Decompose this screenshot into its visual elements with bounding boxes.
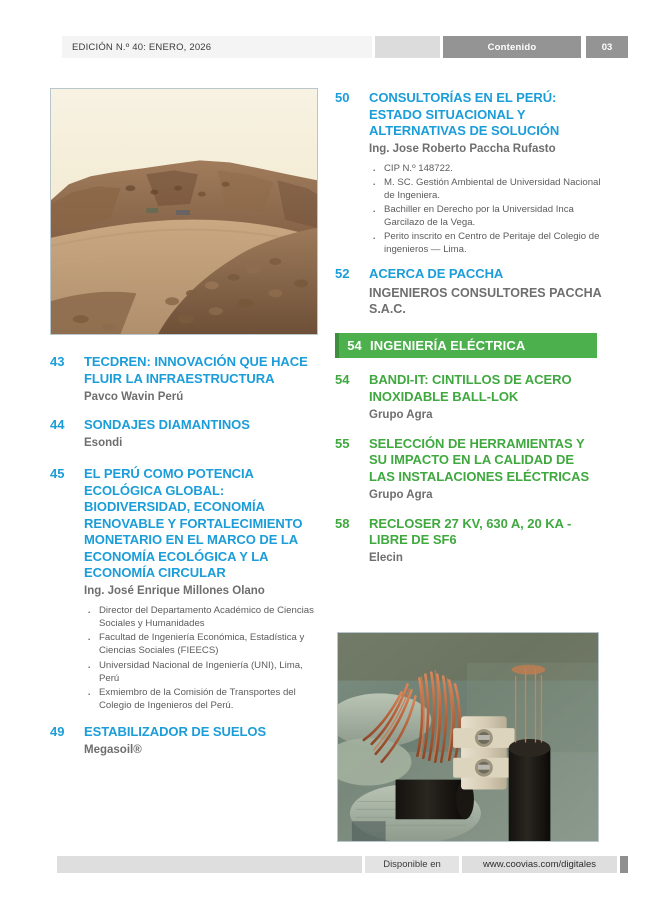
entry-page-number: 49 bbox=[50, 723, 65, 739]
list-item: · M. SC. Gestión Ambiental de Universidad Nacional de Ingeniera. bbox=[369, 176, 603, 202]
list-item: · Facultad de Ingeniería Económica, Estadística y Ciencias Sociales (FIEECS) bbox=[84, 631, 322, 657]
toc-entry[interactable] bbox=[50, 466, 322, 712]
entry-subtitle: Grupo Agra bbox=[369, 408, 433, 421]
left-column bbox=[50, 88, 322, 771]
entry-body bbox=[369, 90, 603, 257]
section-page-number: 54 bbox=[347, 338, 362, 354]
entry-title: ACERCA DE PACCHA bbox=[369, 266, 504, 282]
entry-title: SONDAJES DIAMANTINOS bbox=[84, 417, 250, 433]
toc-entry[interactable] bbox=[50, 354, 322, 404]
toc-entry[interactable] bbox=[335, 266, 603, 317]
footer-tab-marker bbox=[620, 856, 628, 873]
entry-title: BANDI-IT: CINTILLOS DE ACERO INOXIDABLE BALL-LOK bbox=[369, 372, 572, 404]
entry-subtitle: Elecin bbox=[369, 552, 403, 565]
entry-subtitle: Esondi bbox=[84, 437, 123, 450]
contenido-label: Contenido bbox=[443, 36, 581, 58]
entry-body bbox=[369, 372, 603, 422]
copper-cable-illustration bbox=[338, 633, 598, 841]
copper-cable-photo bbox=[337, 632, 599, 842]
page-header bbox=[62, 36, 628, 58]
list-item: · Perito inscrito en Centro de Peritaje del Colegio de ingenieros — Lima. bbox=[369, 230, 603, 256]
entry-body bbox=[84, 417, 322, 451]
entry-body bbox=[84, 724, 322, 758]
entry-page-number: 55 bbox=[335, 435, 350, 451]
list-item: · Universidad Nacional de Ingeniería (UNI), Lima, Perú bbox=[84, 659, 322, 685]
entry-title: ESTABILIZADOR DE SUELOS bbox=[84, 723, 267, 739]
entry-subtitle: INGENIEROS CONSULTORES PACCHA S.A.C. bbox=[369, 286, 602, 317]
list-item: · CIP N.º 148722. bbox=[369, 162, 603, 175]
entry-subtitle: Ing. José Enrique Millones Olano bbox=[84, 585, 265, 598]
toc-entry[interactable] bbox=[335, 90, 603, 257]
desert-road-photo bbox=[50, 88, 318, 335]
entry-page-number: 54 bbox=[335, 372, 350, 388]
entry-body bbox=[369, 266, 603, 317]
toc-entry[interactable] bbox=[335, 436, 603, 503]
entry-body bbox=[369, 516, 603, 566]
page-footer bbox=[57, 856, 628, 873]
footer-spacer-block bbox=[57, 856, 362, 873]
footer-available-label: Disponible en bbox=[365, 856, 459, 873]
entry-page-number: 58 bbox=[335, 515, 350, 531]
entry-page-number: 45 bbox=[50, 466, 65, 482]
footer-url-link[interactable]: www.coovias.com/digitales bbox=[462, 856, 617, 873]
entry-subtitle: Ing. Jose Roberto Paccha Rufasto bbox=[369, 143, 556, 155]
toc-entry[interactable] bbox=[335, 516, 603, 566]
entry-title: CONSULTORÍAS EN EL PERÚ: ESTADO SITUACIONAL Y ALTERNATIVAS DE SOLUCIÓN bbox=[369, 90, 560, 138]
entry-subtitle: Pavco Wavin Perú bbox=[84, 390, 184, 403]
entry-title: RECLOSER 27 KV, 630 A, 20 KA - LIBRE DE SF6 bbox=[369, 515, 572, 548]
entry-body bbox=[84, 354, 322, 404]
entry-title: TECDREN: INNOVACIÓN QUE HACE FLUIR LA INFRAESTRUCTURA bbox=[84, 354, 308, 386]
edition-label: EDICIÓN N.º 40: ENERO, 2026 bbox=[62, 36, 372, 58]
entry-body bbox=[84, 466, 322, 712]
desert-road-illustration bbox=[51, 89, 317, 334]
toc-entry[interactable] bbox=[50, 417, 322, 451]
list-item: · Exmiembro de la Comisión de Transportes del Colegio de Ingenieros del Perú. bbox=[84, 686, 322, 712]
section-banner-ingenieria-electrica bbox=[335, 333, 597, 358]
entry-page-number: 52 bbox=[335, 266, 350, 282]
header-spacer-block bbox=[375, 36, 440, 58]
entry-bullet-list bbox=[369, 162, 603, 256]
entry-page-number: 44 bbox=[50, 417, 65, 433]
entry-subtitle: Megasoil® bbox=[84, 743, 142, 756]
section-label: INGENIERÍA ELÉCTRICA bbox=[370, 338, 526, 354]
page-number-badge: 03 bbox=[584, 36, 628, 58]
entry-bullet-list bbox=[84, 604, 322, 711]
entry-subtitle: Grupo Agra bbox=[369, 488, 433, 501]
toc-entry[interactable] bbox=[50, 724, 322, 758]
list-item: · Director del Departamento Académico de Ciencias Sociales y Humanidades bbox=[84, 604, 322, 630]
entry-title: SELECCIÓN DE HERRAMIENTAS Y SU IMPACTO EN LA CALIDAD DE LAS INSTALACIONES ELÉCTRICAS bbox=[369, 435, 590, 484]
list-item: · Bachiller en Derecho por la Universidad Inca Garcilazo de la Vega. bbox=[369, 203, 603, 229]
entry-title: EL PERÚ COMO POTENCIA ECOLÓGICA GLOBAL: BIODIVERSIDAD, ECONOMÍA RENOVABLE Y FORTALECIMIENTO MONETARIO EN EL MARCO DE LA ECONOMÍA ECOLÓGICA Y LA ECONOMÍA CIRCULAR bbox=[84, 466, 303, 581]
entry-page-number: 50 bbox=[335, 90, 350, 105]
toc-entry[interactable] bbox=[335, 372, 603, 422]
entry-page-number: 43 bbox=[50, 354, 65, 369]
entry-body bbox=[369, 436, 603, 503]
right-column bbox=[335, 90, 603, 579]
